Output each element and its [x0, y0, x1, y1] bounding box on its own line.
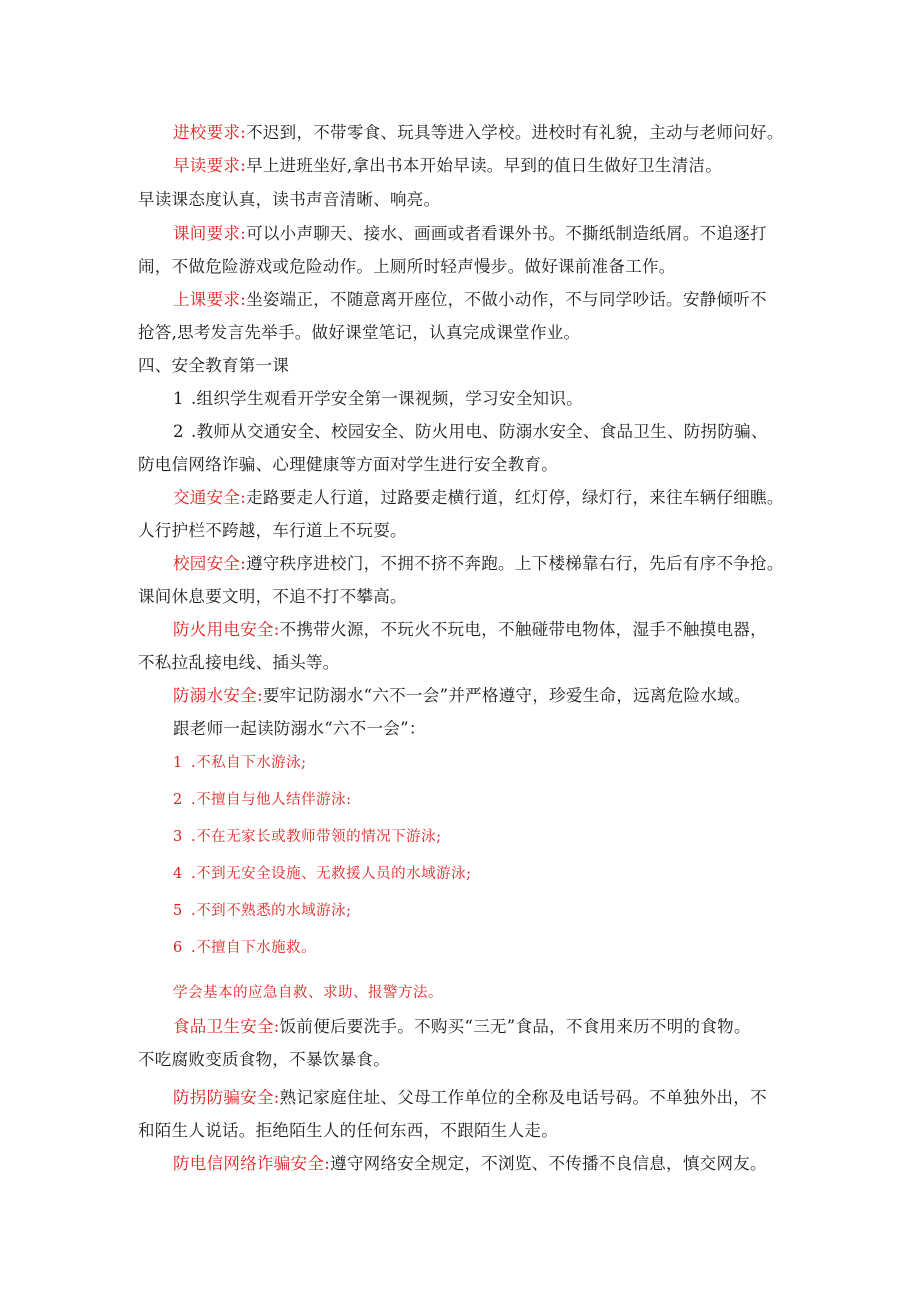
- rule-text: .不在无家长或教师带领的情况下游泳;: [191, 829, 442, 845]
- traffic-paragraph: [173, 486, 784, 510]
- food-continuation: 不吃腐败变质食物，不暴饮暴食。: [138, 1050, 390, 1069]
- class-text: 坐姿端正，不随意离开座位，不做小动作，不与同学吵话。安静倾听不: [246, 290, 767, 309]
- rule-number: 5: [173, 903, 183, 919]
- traffic-continuation: 人行护栏不跨越，车行道上不玩耍。: [138, 521, 407, 540]
- morning-reading-paragraph: [173, 154, 722, 178]
- rule-text: .不到不熟悉的水域游泳;: [191, 903, 352, 919]
- abduction-text: 熟记家庭住址、父母工作单位的全称及电话号码。不单独外出，不: [279, 1088, 767, 1107]
- drowning-one-skill: 学会基本的应急自救、求助、报警方法。: [173, 985, 443, 1001]
- list-item-2-continuation: 防电信网络诈骗、心理健康等方面对学生进行安全教育。: [138, 455, 558, 474]
- list-item-1: [173, 387, 583, 411]
- drowning-follow-along: 跟老师一起读防溺水“六不一会”：: [173, 719, 426, 738]
- food-label: 食品卫生安全:: [173, 1017, 280, 1036]
- food-paragraph: [173, 1015, 751, 1039]
- list-item-number: 1: [173, 389, 184, 408]
- traffic-text: 走路要走人行道，过路要走横行道，红灯停，绿灯行，来往车辆仔细瞧。: [246, 488, 784, 507]
- rule-number: 4: [173, 866, 183, 882]
- recess-text: 可以小声聊天、接水、画画或者看课外书。不撕纸制造纸屑。不追逐打: [246, 224, 767, 243]
- list-item-number: 2: [173, 422, 184, 441]
- morning-reading-label: 早读要求:: [173, 156, 247, 175]
- telecom-label: 防电信网络诈骗安全:: [173, 1154, 331, 1173]
- arrival-paragraph: [173, 121, 784, 145]
- section-heading-four: 四、安全教育第一课: [138, 356, 290, 375]
- campus-continuation: 课间休息要文明，不追不打不攀高。: [138, 587, 407, 606]
- recess-continuation: 闹，不做危险游戏或危险动作。上厕所时轻声慢步。做好课前准备工作。: [138, 257, 676, 276]
- fire-text: 不携带火源，不玩火不玩电，不触碰带电物体，湿手不触摸电器，: [279, 620, 767, 639]
- food-text: 饭前便后要洗手。不购买“三无”食品，不食用来历不明的食物。: [279, 1017, 751, 1036]
- campus-label: 校园安全:: [173, 554, 247, 573]
- rule-number: 3: [173, 829, 183, 845]
- rule-text: .不擅自与他人结伴游泳:: [191, 792, 352, 808]
- drowning-rule-2: [173, 788, 352, 812]
- fire-continuation: 不私拉乱接电线、插头等。: [138, 653, 340, 672]
- drowning-text: 要牢记防溺水“六不一会”并严格遵守，珍爱生命，远离危险水域。: [262, 686, 751, 705]
- telecom-paragraph: [173, 1152, 767, 1176]
- abduction-continuation: 和陌生人说话。拒绝陌生人的任何东西，不跟陌生人走。: [138, 1121, 558, 1140]
- rule-text: .不到无安全设施、无救援人员的水域游泳;: [191, 866, 472, 882]
- class-continuation: 抢答,思考发言先举手。做好课堂笔记，认真完成课堂作业。: [138, 323, 581, 342]
- class-label: 上课要求:: [173, 290, 247, 309]
- drowning-rule-1: [173, 751, 307, 775]
- list-item-text: .组织学生观看开学安全第一课视频，学习安全知识。: [191, 389, 583, 408]
- rule-text: .不擅自下水施救。: [191, 940, 317, 956]
- class-paragraph: [173, 288, 767, 312]
- abduction-paragraph: [173, 1086, 767, 1110]
- list-item-text: .教师从交通安全、校园安全、防火用电、防溺水安全、食品卫生、防拐防骗、: [191, 422, 768, 441]
- drowning-rule-3: [173, 825, 442, 849]
- drowning-rule-5: [173, 899, 352, 923]
- drowning-label: 防溺水安全:: [173, 686, 263, 705]
- rule-text: .不私自下水游泳;: [191, 755, 307, 771]
- drowning-rule-6: [173, 936, 316, 960]
- recess-paragraph: [173, 222, 767, 246]
- rule-number: 6: [173, 940, 183, 956]
- morning-reading-text: 早上进班坐好,拿出书本开始早读。早到的值日生做好卫生清洁。: [246, 156, 723, 175]
- abduction-label: 防拐防骗安全:: [173, 1088, 280, 1107]
- recess-label: 课间要求:: [173, 224, 247, 243]
- traffic-label: 交通安全:: [173, 488, 247, 507]
- telecom-text: 遵守网络安全规定，不浏览、不传播不良信息，慎交网友。: [330, 1154, 767, 1173]
- drowning-paragraph: [173, 684, 751, 708]
- drowning-rule-4: [173, 862, 472, 886]
- list-item-2: [173, 420, 768, 444]
- rule-number: 1: [173, 755, 183, 771]
- campus-paragraph: [173, 552, 784, 576]
- arrival-label: 进校要求:: [173, 123, 247, 142]
- campus-text: 遵守秩序进校门，不拥不挤不奔跑。上下楼梯靠右行，先后有序不争抢。: [246, 554, 784, 573]
- arrival-text: 不迟到，不带零食、玩具等进入学校。进校时有礼貌，主动与老师问好。: [246, 123, 784, 142]
- fire-paragraph: [173, 618, 767, 642]
- rule-number: 2: [173, 792, 183, 808]
- morning-reading-continuation: 早读课态度认真，读书声音清晰、响亮。: [138, 190, 441, 209]
- fire-label: 防火用电安全:: [173, 620, 280, 639]
